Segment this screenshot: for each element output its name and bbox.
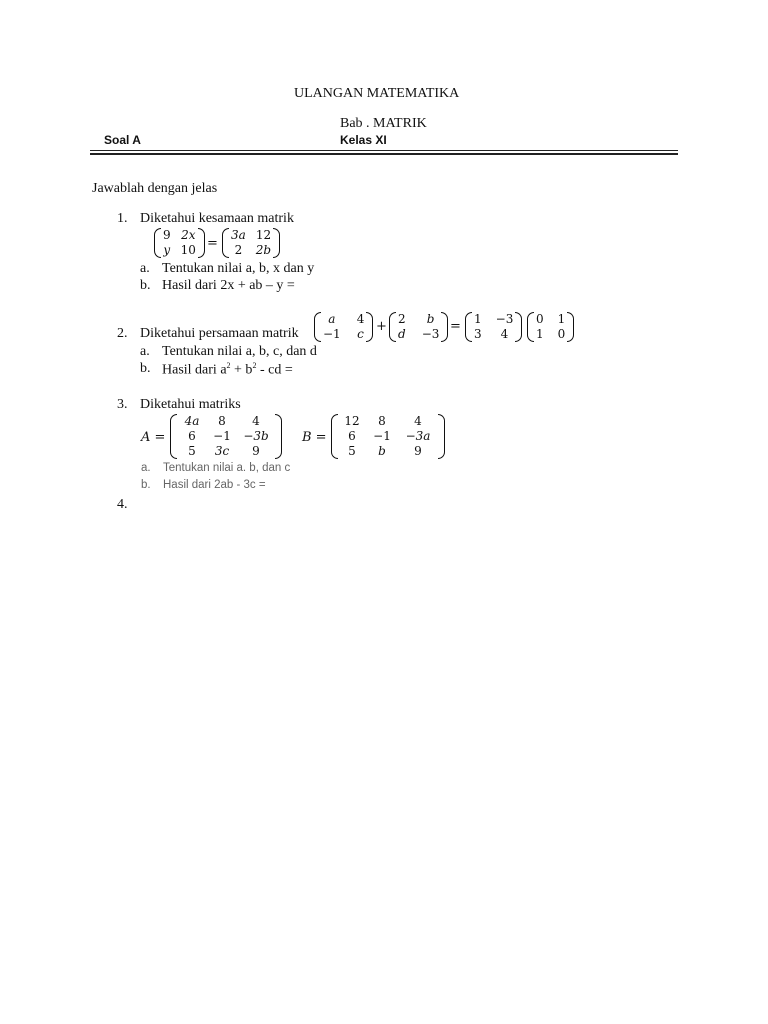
q2-matrix-3 (465, 312, 522, 342)
matrix-cell: c (357, 327, 364, 341)
q3-item-b-text: Hasil dari 2ab - 3c = (163, 479, 266, 491)
q3-matrix-b (331, 414, 445, 459)
q3-item-a-text: Tentukan nilai a. b, dan c (163, 462, 291, 474)
matrix-cell: 4 (252, 414, 260, 428)
matrix-cell: 4 (414, 414, 422, 428)
instruction-text: Jawablah dengan jelas (92, 181, 218, 196)
right-paren (515, 312, 522, 342)
matrix-cell: b (426, 312, 435, 326)
matrix-cell: 4a (184, 414, 200, 428)
q3-matrix-a (170, 414, 282, 459)
matrix-cell: −1 (323, 327, 341, 341)
question-3-number: 3. (117, 397, 128, 412)
matrix-cell: b (378, 444, 386, 458)
left-paren (331, 414, 338, 459)
matrix-cell: y (163, 243, 171, 257)
matrix-a-label: A = (141, 430, 166, 445)
matrix-cell: 1 (536, 327, 544, 341)
matrix-cell: 6 (188, 429, 196, 443)
superscript: 2 (252, 361, 257, 370)
question-1-text: Diketahui kesamaan matrik (140, 211, 294, 226)
matrix-cell: 9 (252, 444, 260, 458)
matrix-cell: 12 (344, 414, 360, 428)
left-paren (465, 312, 472, 342)
q2-plus-sign: + (376, 319, 387, 334)
header-divider-top (90, 150, 678, 151)
matrix-cell: 2b (255, 243, 272, 257)
matrix-cell: 4 (500, 327, 509, 341)
matrix-cell: 3c (214, 444, 230, 458)
matrix-cell: 3a (231, 228, 246, 242)
matrix-cell: 1 (474, 312, 482, 326)
matrix-cell: 6 (348, 429, 356, 443)
q2-item-b-text (162, 361, 293, 379)
matrix-cell: 1 (557, 312, 566, 326)
q2-item-a-letter: a. (140, 344, 150, 359)
soal-label: Soal A (104, 133, 141, 147)
q3-item-a-letter: a. (141, 462, 151, 474)
question-3-text: Diketahui matriks (140, 397, 241, 412)
matrix-cell: 0 (536, 312, 544, 326)
question-2-text: Diketahui persamaan matrik (140, 326, 299, 341)
right-paren (275, 414, 282, 459)
q1-item-a-letter: a. (140, 261, 150, 276)
right-paren (366, 312, 373, 342)
matrix-cell: −3b (243, 429, 269, 443)
left-paren (314, 312, 321, 342)
left-paren (170, 414, 177, 459)
left-paren (222, 228, 229, 258)
q2-item-b-letter: b. (140, 361, 151, 376)
matrix-cell: 9 (414, 444, 422, 458)
q2-matrix-2 (389, 312, 448, 342)
right-paren (567, 312, 574, 342)
left-paren (527, 312, 534, 342)
right-paren (273, 228, 280, 258)
q1-item-a-text: Tentukan nilai a, b, x dan y (162, 261, 315, 276)
matrix-cell: 5 (188, 444, 196, 458)
left-paren (154, 228, 161, 258)
matrix-cell: −1 (373, 429, 391, 443)
matrix-cell: −1 (213, 429, 231, 443)
right-paren (438, 414, 445, 459)
matrix-cell: −3 (421, 327, 440, 341)
matrix-cell: 12 (255, 228, 272, 242)
matrix-cell: 4 (356, 312, 365, 326)
matrix-cell: d (398, 327, 406, 341)
right-paren (198, 228, 205, 258)
matrix-cell: −3a (405, 429, 431, 443)
q2-matrix-4 (527, 312, 574, 342)
header-divider-bottom (90, 153, 678, 155)
matrix-cell: a (328, 312, 336, 326)
matrix-cell: 8 (218, 414, 226, 428)
right-paren (441, 312, 448, 342)
matrix-cell: 10 (180, 243, 196, 257)
text-part: Hasil dari a (162, 362, 227, 378)
kelas-label: Kelas XI (340, 133, 387, 147)
q1-equals-sign: = (207, 236, 218, 251)
q1-item-b-text: Hasil dari 2x + ab – y = (162, 278, 295, 293)
matrix-cell: 8 (378, 414, 386, 428)
q2-item-a-text: Tentukan nilai a, b, c, dan d (162, 344, 317, 359)
matrix-cell: 5 (348, 444, 356, 458)
question-1-number: 1. (117, 211, 128, 226)
chapter-label: Bab . MATRIK (340, 116, 427, 131)
page-title: ULANGAN MATEMATIKA (294, 86, 460, 101)
matrix-cell: 0 (557, 327, 566, 341)
matrix-cell: 2 (398, 312, 406, 326)
matrix-cell: −3 (495, 312, 514, 326)
q1-item-b-letter: b. (140, 278, 151, 293)
q2-equals-sign: = (450, 319, 461, 334)
q1-matrix-right (222, 228, 280, 258)
left-paren (389, 312, 396, 342)
text-part: - cd = (256, 362, 293, 378)
matrix-cell: 2 (234, 243, 243, 257)
question-4-number: 4. (117, 497, 128, 512)
text-part: + b (230, 362, 253, 378)
q2-matrix-1 (314, 312, 373, 342)
matrix-b-label: B = (302, 430, 327, 445)
question-2-number: 2. (117, 326, 128, 341)
q3-item-b-letter: b. (141, 479, 151, 491)
matrix-cell: 9 (163, 228, 171, 242)
matrix-cell: 3 (474, 327, 482, 341)
matrix-cell: 2x (181, 228, 196, 242)
q1-matrix-left (154, 228, 205, 258)
superscript: 2 (226, 361, 231, 370)
